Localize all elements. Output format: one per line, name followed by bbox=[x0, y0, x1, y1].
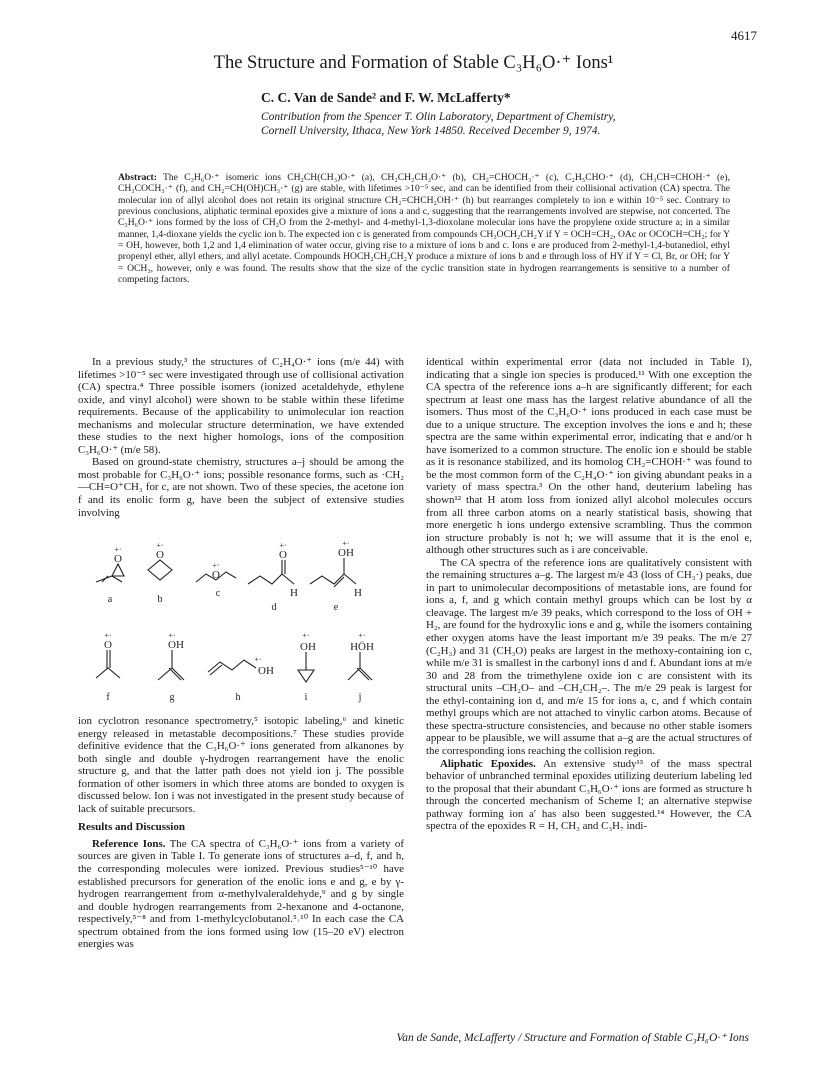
structure-label-i: i bbox=[304, 692, 308, 703]
atom-h-d: H bbox=[290, 587, 298, 599]
structure-label-e: e bbox=[333, 602, 339, 613]
right-column bbox=[426, 356, 752, 833]
results-heading: Results and Discussion bbox=[78, 821, 185, 834]
structure-label-g: g bbox=[169, 692, 175, 703]
structure-label-d: d bbox=[271, 602, 277, 613]
charge-c: +· bbox=[212, 561, 220, 570]
atom-o-b: O bbox=[156, 549, 164, 561]
aliphatic-epoxides-label: Aliphatic Epoxides. bbox=[440, 757, 536, 770]
atom-o-c: O bbox=[212, 569, 220, 581]
abstract bbox=[118, 172, 730, 285]
aliphatic-epoxides-text: An extensive study¹³ of the mass spectral behavior of unbranched terminal epoxides utilizing deuterium labeling led to the proposal that their abundant C₃H₆O·⁺ ions are formed as structure h through the concerted mechanism of Scheme I; an alternative stepwise pathway forming ion a′ has also been suggested.¹⁴ However, the CA spectra of the epoxides R = H, CH₃ and C₃H₇ indi- bbox=[426, 757, 752, 833]
structure-label-a: a bbox=[107, 594, 113, 605]
authors: C. C. Van de Sande² and F. W. McLafferty* bbox=[261, 90, 511, 105]
charge-b: +· bbox=[156, 541, 164, 550]
atom-oh-h: OH bbox=[258, 665, 274, 677]
atom-h-e: H bbox=[354, 587, 362, 599]
affiliation-line-2: Cornell University, Ithaca, New York 14850. Received December 9, 1974. bbox=[261, 125, 601, 137]
structure-figure bbox=[78, 540, 408, 710]
right-paragraph-2: The CA spectra of the reference ions are qualitatively consistent with the remaining structures a–g. The largest m/e 43 (loss of CH₃·) peaks, due in part to unimolecular decompositions of metastable ions, are found for ions a, f, and g which contain methyl groups which can be lost by α cleavage. The largest m/e 39 peaks, which correspond to the loss of OH + H₂, are found for the hydroxylic ions e and g, while the isomers containing ether oxygen atoms have the least important m/e 39 peaks. The m/e 27 (C₂H₃) and 31 (CH₃O) peaks are largest in the methoxy-containing ion c, while m/e 31 is smallest in the carbonyl ions d and f. Abundant ions at m/e 30 and 28 from the trimethylene oxide ion c are consistent with its structural units –CH₂O– and –CH₂CH₂–. The m/e 29 peak is largest for the ethyl-containing ion d, and m/e 15 for ions a, c, and f which contain methyl groups which are not attached to vinylic carbon atoms. Because of these spectra-structure consistencies, and because no other stable isomers appear to be plausible, we will assume that a–g are the actual structures of the corresponding ions reaching the collision region. bbox=[426, 556, 752, 757]
structure-label-f: f bbox=[106, 692, 110, 703]
structure-label-b: b bbox=[157, 594, 163, 605]
charge-f: +· bbox=[104, 631, 112, 640]
atom-o-d: O bbox=[279, 549, 287, 561]
left-column-top bbox=[78, 356, 404, 519]
page-number: 4617 bbox=[731, 28, 757, 43]
ion-studies-paragraph: ion cyclotron resonance spectrometry,⁵ isotopic labeling,⁶ and kinetic energy released in metastable decompositions.⁷ These studies provide definitive evidence that the C₃H₆O·⁺ ions generated from alkanones by both single and double γ-hydrogen rearrangement have the enolic structure g, and that the latter path does not yield ion j. The possible formation of other isomers in which three atoms are bonded to oxygen is discussed below. Ion i was not investigated in the present study because of lack of suitable precursors. bbox=[78, 715, 404, 815]
charge-a: +· bbox=[114, 545, 122, 554]
charge-e: +· bbox=[342, 540, 350, 548]
aliphatic-epoxides-paragraph bbox=[426, 758, 752, 833]
running-footer: Van de Sande, McLafferty / Structure and Formation of Stable C₃H₆O·⁺ Ions bbox=[396, 1032, 749, 1044]
intro-paragraph-2: Based on ground-state chemistry, structures a–j should be among the most probable for C₃H₆O·⁺ ions; possible resonance forms, such as ·CH₂—CH=O⁺CH₃ for c, are not shown. Two of these species, the acetone ion f and its enolic form g, have been the subject of extensive studies involving bbox=[78, 456, 404, 519]
atom-oh-e: OH bbox=[338, 547, 354, 559]
charge-d: +· bbox=[279, 541, 287, 550]
reference-ions-label: Reference Ions. bbox=[92, 837, 166, 850]
atom-oh-i: OH bbox=[300, 641, 316, 653]
affiliation bbox=[261, 110, 781, 138]
charge-j: +· bbox=[358, 631, 366, 640]
atom-o-f: O bbox=[104, 639, 112, 651]
intro-paragraph-1: In a previous study,³ the structures of C₂H₄O·⁺ ions (m/e 44) with lifetimes >10⁻⁵ sec were investigated through use of collisional activation (CA) spectra.⁴ Three possible isomers (ionized acetaldehyde, ethylene oxide, and vinyl alcohol) were shown to be stable within these lifetime requirements. Because of the applicability to unimolecular ion reaction mechanisms and molecular structure determination, we have extended these studies to the next higher homologs, ions of the composition C₃H₆O·⁺ (m/e 58). bbox=[78, 356, 404, 456]
charge-h: +· bbox=[254, 655, 262, 664]
structure-label-c: c bbox=[215, 588, 221, 599]
abstract-text: The C₃H₆O·⁺ isomeric ions CH₂CH(CH₃)O·⁺ (a), CH₂CH₂CH₂O·⁺ (b), CH₂=CHOCH₃·⁺ (c), C₂H₅CHO·⁺ (d), CH₃CH=CHOH·⁺ (e), CH₃COCH₃·⁺ (f), and CH₂=CH(OH)CH₃·⁺ (g) are stable, with lifetimes >10⁻⁵ sec, and can be identified from their collisional activation (CA) spectra. The molecular ion of allyl alcohol does not retain its original structure CH₂=CHCH₂OH·⁺ (h) but rearranges completely to ion e within 10⁻⁵ sec. Contrary to previous conclusions, aliphatic terminal epoxides give a mixture of ions a and c, suggesting that the rearrangements involved are stepwise, not concerted. The C₃H₆O·⁺ ions formed by the loss of CH₂O from the 2-methyl- and 4-methyl-1,3-dioxolane molecular ions have the propylene oxide structure a; in a similar manner, 1,4-dioxane yields the cyclic ion b. The expected ion c is generated from compounds CH₃OCH₂CH₂Y if Y = OCH=CH₂, OAc or OCOCH=CH₂; for Y = OH, however, both 1,2 and 1,4 elimination of water occur, giving rise to a mixture of ions b and c. Ions e are produced from 2-methyl-1,4-butanediol, ethyl propenyl ether, allyl ethers, and allyl acetate. Compounds HOCH₂CH₂CH₂Y produce a mixture of ions b and e through loss of HY if Y = Cl, Br, or OH; for Y = OCH₃, however, only e was found. The results show that the size of the cyclic transition state in hydrogen rearrangements is sensitive to a number of competing factors. bbox=[118, 172, 730, 286]
atom-hoh-j: HÖH bbox=[350, 641, 374, 653]
reference-ions-paragraph bbox=[78, 838, 404, 951]
reference-ions-text: The CA spectra of C₃H₆O·⁺ ions from a variety of sources are given in Table I. To generate ions of structures a–d, f, and h, the corresponding molecules were ionized. Previous studies⁵⁻¹⁰ have established precursors for generation of the enolic ions e and g, e by γ-hydrogen rearrangement from α-methylvaleraldehyde,⁹ and g by single and double hydrogen rearrangements from 2-hexanone and 4-octanone, respectively,⁵⁻⁸ and from 1-methylcyclobutanol.⁵˒¹⁰ In each case the CA spectrum obtained from the ions formed using low (15–20 eV) electron energies was bbox=[78, 837, 404, 951]
charge-g: +· bbox=[168, 631, 176, 640]
left-column-bottom bbox=[78, 715, 404, 951]
abstract-label: Abstract: bbox=[118, 172, 157, 183]
structure-label-j: j bbox=[358, 692, 362, 703]
charge-i: +· bbox=[302, 631, 310, 640]
atom-oh-g: OH bbox=[168, 639, 184, 651]
atom-o-a: O bbox=[114, 553, 122, 565]
structure-label-h: h bbox=[235, 692, 241, 703]
affiliation-line-1: Contribution from the Spencer T. Olin Laboratory, Department of Chemistry, bbox=[261, 111, 616, 123]
right-paragraph-1: identical within experimental error (data not included in Table I), indicating that a single ion species is produced.¹¹ With one exception the CA spectra of the reference ions a–h are significantly different; for each spectrum at least one mass has the largest relative abundance of all the isomers. Thus most of the C₃H₆O·⁺ ions produced in each case must be due to a unique structure. The exception involves the ions e and h; these spectra are the same within experimental error, indicating that e and/or h have isomerized to a common structure. The enolic ion e should be stable as it is resonance stabilized, and its homolog CH₂=CHOH·⁺ was found to be the most common form of the C₂H₄O·⁺ ion giving abundant peaks in a variety of mass spectra.³ On the other hand, deuterium labeling has shown¹² that H atom loss from ionized allyl alcohol molecules occurs from all three carbon atoms on a nearly statistical basis, showing that more energetic h ions undergo extensive scrambling. Thus the common ion structure probably is not h; we will assume that it is the enol e, although other structures such as i are conceivable. bbox=[426, 356, 752, 557]
paper-title: The Structure and Formation of Stable C₃H₆O·⁺ Ions¹ bbox=[213, 53, 614, 73]
